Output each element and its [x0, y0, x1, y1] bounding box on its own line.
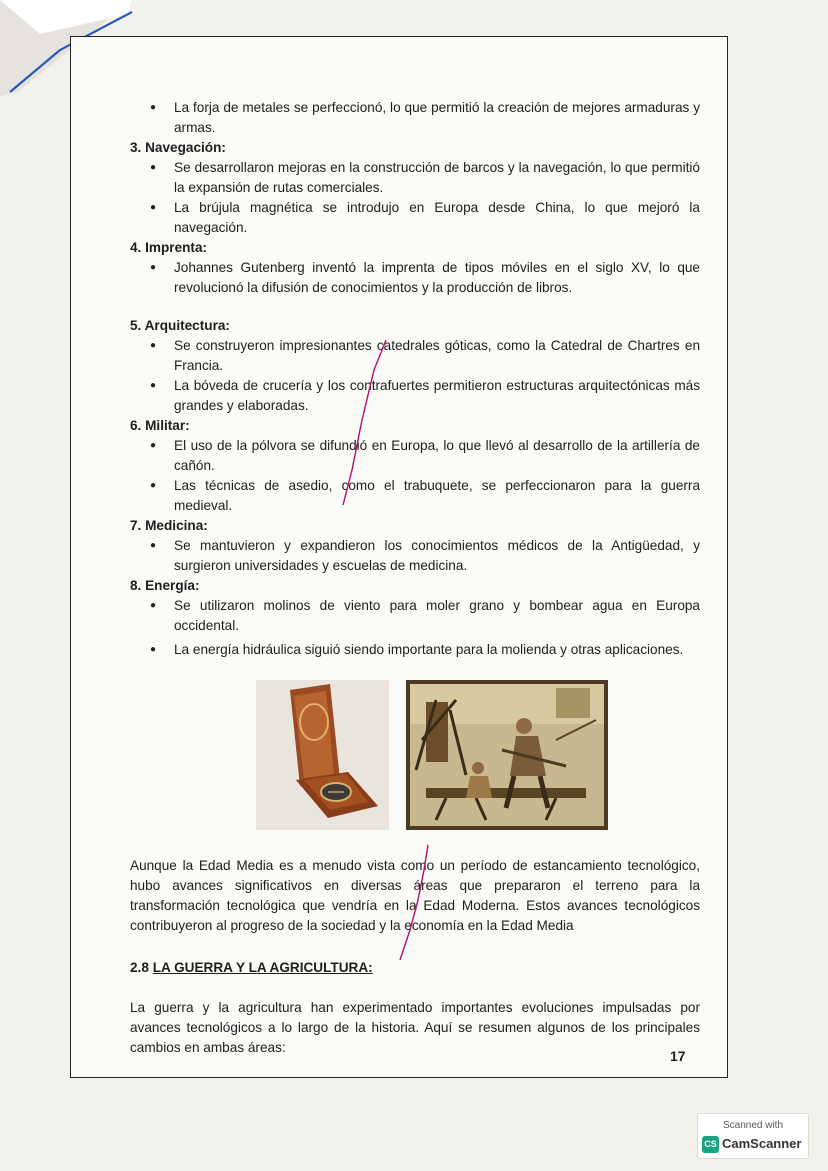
camscanner-logo-icon: CS [702, 1136, 719, 1153]
spacer [130, 978, 700, 998]
navegacion-list [130, 158, 700, 238]
list-item: ● Las técnicas de asedio, como el trabuquete, se perfeccionaron para la guerra medieval. [130, 476, 700, 516]
section-title-militar: 6. Militar: [130, 418, 190, 433]
scanner-brand: CamScanner [722, 1136, 802, 1151]
spacer [130, 298, 700, 316]
section-title-medicina: 7. Medicina: [130, 518, 208, 533]
list-item: ● Se desarrollaron mejoras en la construcción de barcos y la navegación, lo que permitió la expansión de rutas comerciales. [130, 158, 700, 198]
list-item: ● El uso de la pólvora se difundió en Europa, lo que llevó al desarrollo de la artillería de cañón. [130, 436, 700, 476]
section-heading-2-8 [130, 958, 700, 978]
page-number: 17 [670, 1048, 686, 1064]
section-title-imprenta: 4. Imprenta: [130, 240, 208, 255]
scanner-caption: Scanned with [722, 1120, 784, 1131]
section-heading-title: LA GUERRA Y LA AGRICULTURA: [152, 960, 373, 975]
intro-paragraph: La guerra y la agricultura han experimentado importantes evoluciones impulsadas por avances tecnológicos a lo largo de la historia. Aquí se resumen algunos de los principales cambios en ambas áreas: [130, 1000, 700, 1055]
list-item: ● La forja de metales se perfeccionó, lo que permitió la creación de mejores armaduras y armas. [130, 98, 700, 138]
section-title-navegacion: 3. Navegación: [130, 140, 226, 155]
sundial-compass-image [256, 680, 389, 830]
arquitectura-list [130, 336, 700, 416]
list-item: ● Se construyeron impresionantes catedrales góticas, como la Catedral de Chartres en Francia. [130, 336, 700, 376]
energia-list [130, 596, 700, 660]
imprenta-list [130, 258, 700, 298]
section-title-energia: 8. Energía: [130, 578, 200, 593]
list-item: ● La brújula magnética se introdujo en Europa desde China, lo que mejoró la navegación. [130, 198, 700, 238]
list-item: ● Johannes Gutenberg inventó la imprenta de tipos móviles en el siglo XV, lo que revolucionó la difusión de conocimientos y la producción de libros. [130, 258, 700, 298]
list-item: ● Se mantuvieron y expandieron los conocimientos médicos de la Antigüedad, y surgieron universidades y escuelas de medicina. [130, 536, 700, 576]
illustrations [130, 680, 700, 836]
list-item: ● Se utilizaron molinos de viento para moler grano y bombear agua en Europa occidental. [130, 596, 700, 636]
document-content [130, 98, 700, 1058]
section-title-arquitectura: 5. Arquitectura: [130, 318, 230, 333]
medicina-list [130, 536, 700, 576]
list-item: ● La bóveda de crucería y los contrafuertes permitieron estructuras arquitectónicas más grandes y elaboradas. [130, 376, 700, 416]
militar-list [130, 436, 700, 516]
medieval-workers-image [406, 680, 608, 830]
camscanner-badge [697, 1113, 809, 1159]
list-item: ● La energía hidráulica siguió siendo importante para la molienda y otras aplicaciones. [130, 640, 700, 660]
metals-list [130, 98, 700, 138]
conclusion-paragraph: Aunque la Edad Media es a menudo vista como un período de estancamiento tecnológico, hubo avances significativos en diversas áreas que prepararon el terreno para la transformación tecnológica que vendría en la Edad Moderna. Estos avances tecnológicos contribuyeron al progreso de la sociedad y la economía en la Edad Media [130, 858, 700, 933]
spacer [130, 936, 700, 958]
section-number: 2.8 [130, 960, 153, 975]
